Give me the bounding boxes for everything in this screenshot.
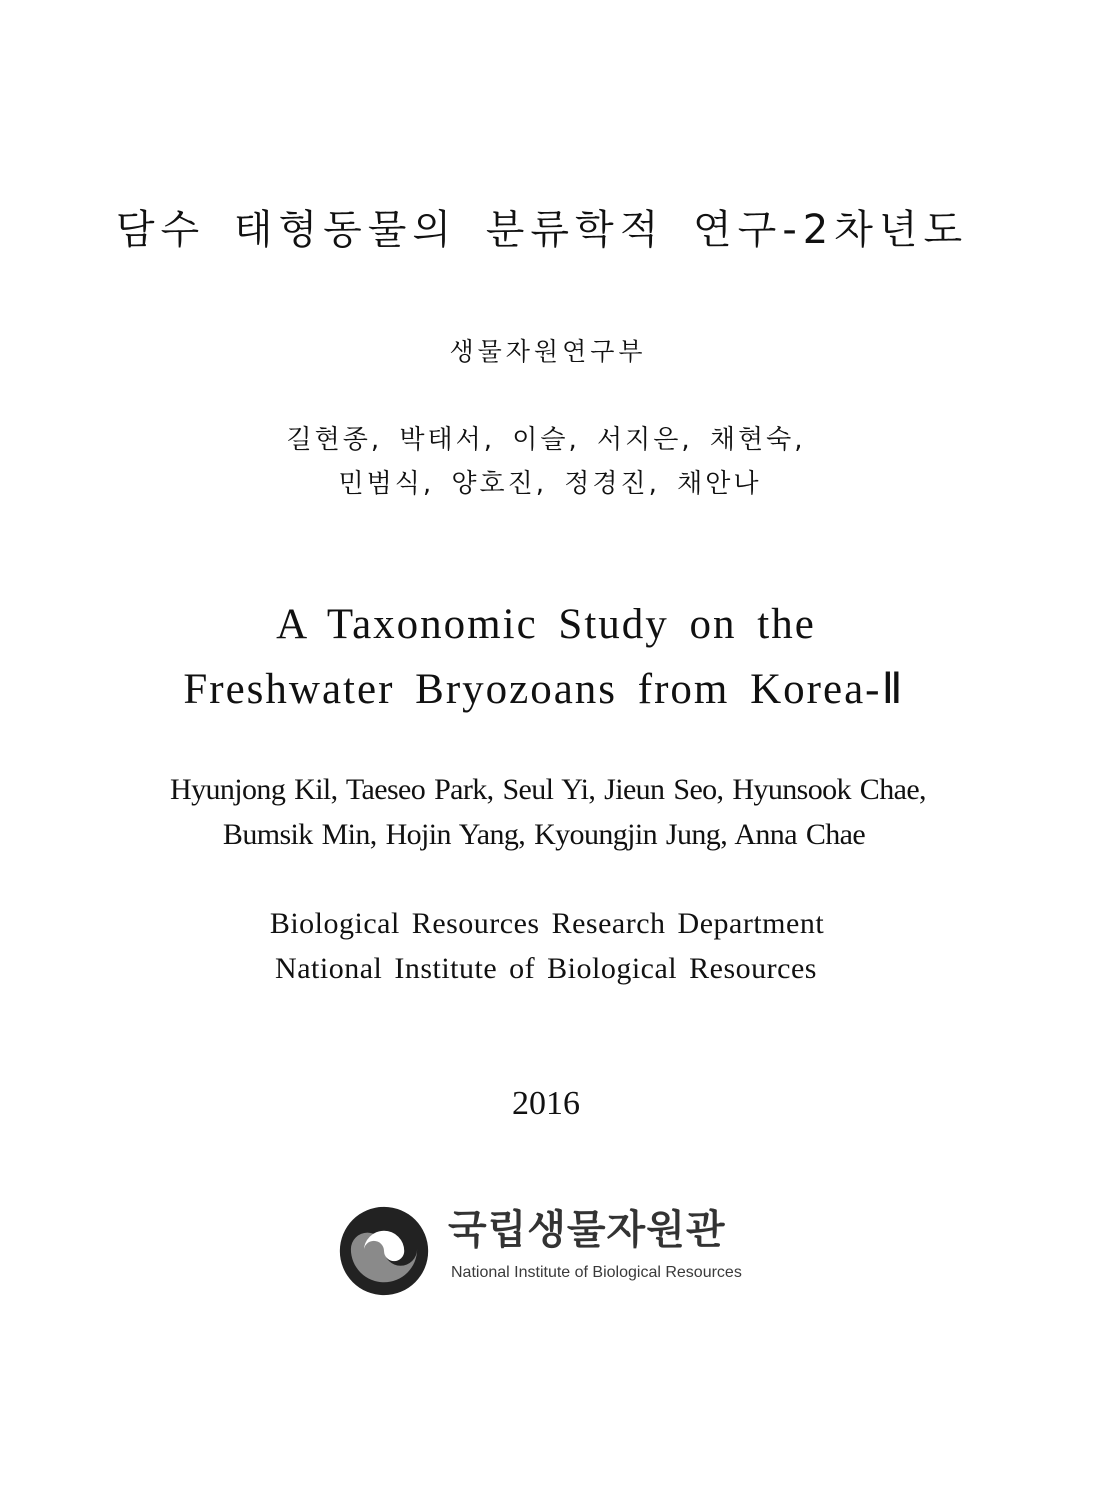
korean-title: 담수 태형동물의 분류학적 연구-2차년도 — [115, 207, 969, 253]
publication-year: 2016 — [512, 1085, 580, 1122]
english-title-line-2: Freshwater Bryozoans from Korea-Ⅱ — [183, 666, 905, 713]
institute-logo — [320, 1195, 780, 1305]
korean-authors-line-2: 민범식, 양호진, 정경진, 채안나 — [338, 469, 762, 499]
english-title-line-1: A Taxonomic Study on the — [276, 601, 816, 648]
english-authors-line-1: Hyunjong Kil, Taeseo Park, Seul Yi, Jieun Seo, Hyunsook Chae, — [170, 773, 926, 806]
logo-korean-name: 국립생물자원관 — [448, 1207, 726, 1253]
english-department-line-1: Biological Resources Research Department — [269, 907, 825, 940]
taegeuk-emblem-icon — [338, 1205, 430, 1297]
logo-english-name: National Institute of Biological Resources — [451, 1264, 742, 1281]
english-department-line-2: National Institute of Biological Resources — [275, 952, 817, 985]
english-authors-line-2: Bumsik Min, Hojin Yang, Kyoungjin Jung, Anna Chae — [222, 818, 866, 851]
korean-authors-line-1: 길현종, 박태서, 이슬, 서지은, 채현숙, — [286, 425, 806, 455]
korean-department: 생물자원연구부 — [449, 337, 647, 366]
